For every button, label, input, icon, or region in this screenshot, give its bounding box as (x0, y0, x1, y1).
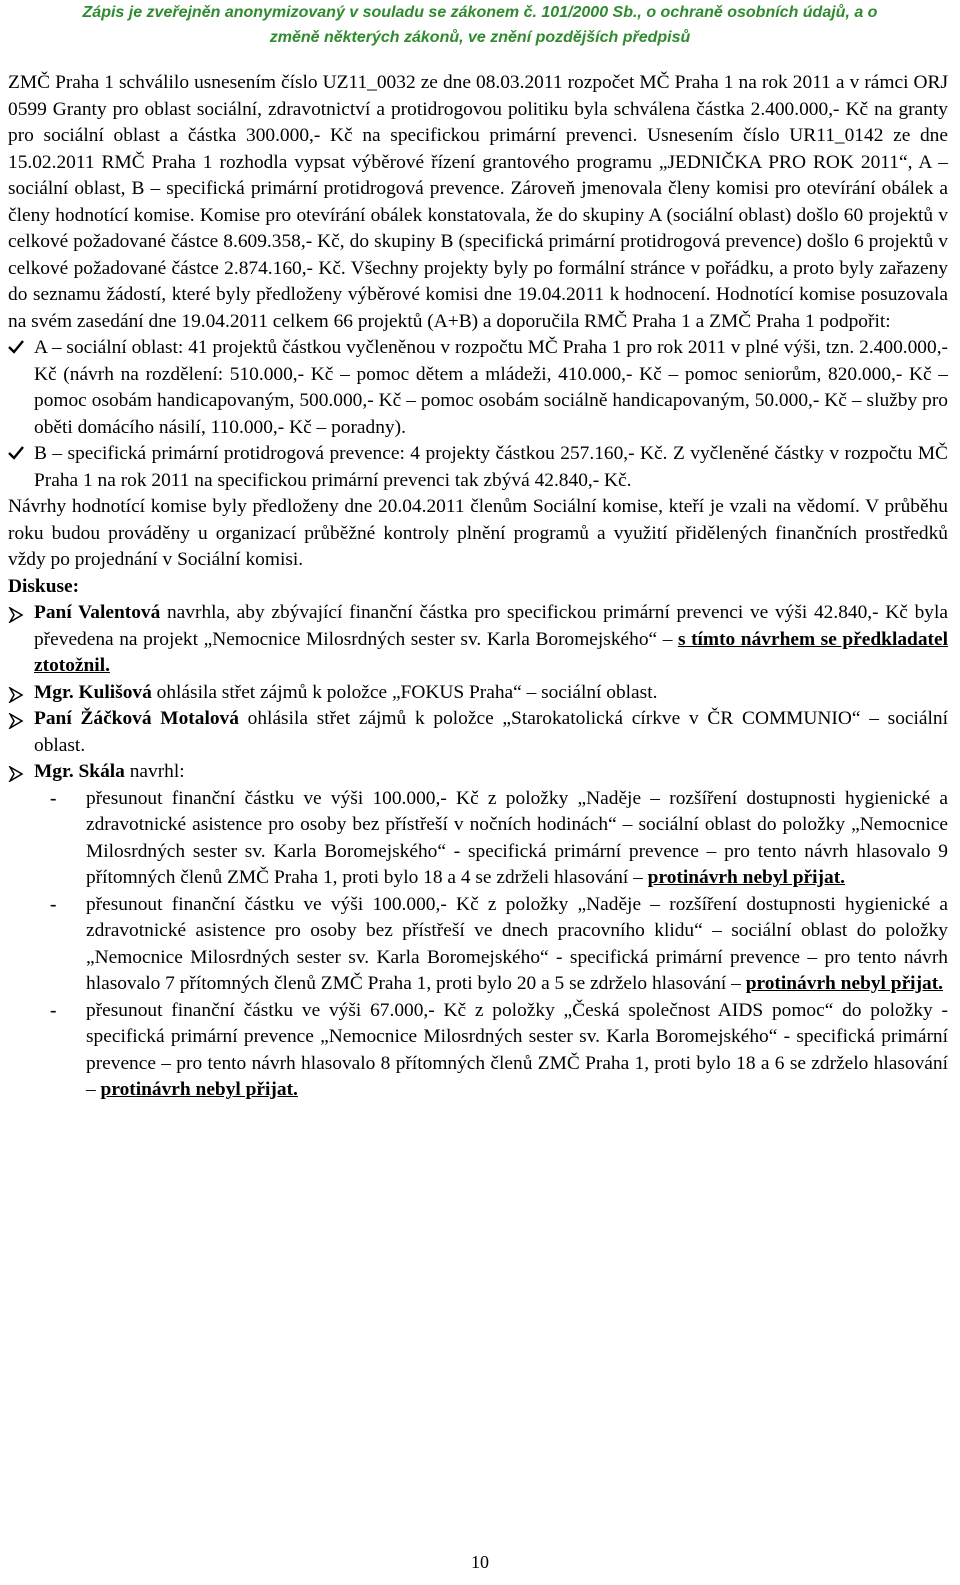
counterproposal-text: přesunout finanční částku ve výši 100.000,- Kč z položky „Naděje – rozšíření dostupnosti hygienické a zdravotnické asistence pro osoby bez přístřeší v nočních hodinách“ – sociální oblast do položky „Nemocnice Milosrdných sester sv. Karla Boromejského“ - specifická primární prevence – pro tento návrh hlasovalo 9 přítomných členů ZMČ Praha 1, proti bylo 18 a 4 se zdrželi hlasování – (86, 787, 948, 888)
proposals-paragraph: Návrhy hodnotící komise byly předloženy dne 20.04.2011 členům Sociální komise, kteří je vzali na vědomí. V průběhu roku budou prováděny u organizací průběžné kontroly plnění programů a využití přidělených finančních prostředků vždy po projednání v Sociální komisi. (8, 496, 948, 570)
speaker-text: navrhl: (124, 761, 185, 782)
counterproposal-result: protinávrh nebyl přijat. (745, 973, 944, 994)
arrow-bullet-icon (8, 682, 24, 703)
page-number: 10 (471, 1552, 489, 1572)
arrow-bullet-icon (8, 708, 24, 729)
document-body (8, 70, 948, 1104)
notice-line-1: Zápis je zveřejněn anonymizovaný v souladu se zákonem č. 101/2000 Sb., o ochraně osobních údajů, a o (82, 4, 878, 21)
speaker-conclusion: s tímto návrhem se předkladatel ztotožnil. (34, 628, 948, 676)
discussion-item-valentova (8, 600, 948, 680)
check-item-b (8, 441, 948, 494)
counterproposal-text: přesunout finanční částku ve výši 67.000,- Kč z položky „Česká společnost AIDS pomoc“ do položky - specifická primární prevence „Nemocnice Milosrdných sester sv. Karla Boromejského“ - specifická primární prevence – pro tento návrh hlasovalo 8 přítomných členů ZMČ Praha 1, proti bylo 18 a 6 se zdrželo hlasování – (86, 999, 948, 1100)
speaker-name: Paní Žáčková Motalová (34, 708, 239, 729)
discussion-item-kulisova (8, 680, 948, 707)
discussion-item-skala (8, 759, 948, 786)
speaker-name: Mgr. Kulišová (34, 681, 152, 703)
check-item-a (8, 335, 948, 441)
dash-marker: - (50, 787, 57, 809)
checkmark-icon (8, 441, 24, 460)
check-item-text: B – specifická primární protidrogová prevence: 4 projekty částkou 257.160,- Kč. Z vyčleněné částky v rozpočtu MČ Praha 1 na rok 2011 na specifickou primární prevenci tak zbývá 42.840,- Kč. (34, 443, 948, 491)
speaker-text: navrhla, aby zbývající finanční částka pro specifickou primární prevenci ve výši 42.840,- Kč byla převedena na projekt „Nemocnice Milosrdných sester sv. Karla Boromejského“ – (34, 602, 948, 650)
speaker-text: ohlásila střet zájmů k položce „FOKUS Praha“ – sociální oblast. (151, 681, 658, 703)
counterproposal-1 (8, 786, 948, 892)
intro-paragraph: ZMČ Praha 1 schválilo usnesením číslo UZ11_0032 ze dne 08.03.2011 rozpočet MČ Praha 1 na rok 2011 a v rámci ORJ 0599 Granty pro oblast sociální, zdravotnictví a protidrogovou politiku byla schválena částka 2.400.000,- Kč na granty pro sociální oblast a částka 300.000,- Kč na specifickou primární prevenci. Usnesením číslo UR11_0142 ze dne 15.02.2011 RMČ Praha 1 rozhodla vypsat výběrové řízení grantového programu „JEDNIČKA PRO ROK 2011“, A – sociální oblast, B – specifická primární protidrogová prevence. Zároveň jmenovala členy komisi pro otevírání obálek a členy hodnotící komise. Komise pro otevírání obálek konstatovala, že do skupiny A (sociální oblast) došlo 60 projektů v celkové požadované částce 8.609.358,- Kč, do skupiny B (specifická primární protidrogová prevence) došlo 6 projektů v celkové požadované částce 2.874.160,- Kč. Všechny projekty byly po formální stránce v pořádku, a proto byly zařazeny do seznamu žádostí, které byly předloženy výběrové komisi dne 19.04.2011 k hodnocení. Hodnotící komise posuzovala na svém zasedání dne 19.04.2011 celkem 66 projektů (A+B) a doporučila RMČ Praha 1 a ZMČ Praha 1 podpořit: (8, 72, 948, 332)
speaker-name: Mgr. Skála (34, 761, 125, 782)
discussion-heading: Diskuse: (8, 575, 80, 597)
arrow-bullet-icon (8, 602, 24, 623)
anonymization-notice (20, 0, 940, 50)
dash-marker: - (50, 893, 57, 915)
dash-marker: - (50, 999, 57, 1021)
discussion-item-zackova (8, 706, 948, 759)
counterproposal-2 (8, 892, 948, 998)
speaker-text: ohlásila střet zájmů k položce „Starokatolická církve v ČR COMMUNIO“ – sociální oblast. (34, 708, 948, 756)
check-item-text: A – sociální oblast: 41 projektů částkou vyčleněnou v rozpočtu MČ Praha 1 pro rok 2011 v plné výši, tzn. 2.400.000,- Kč (návrh na rozdělení: 510.000,- Kč – pomoc dětem a mládeži, 410.000,- Kč – pomoc seniorům, 820.000,- Kč – pomoc osobám handicapovaným, 500.000,- Kč – pomoc osobám sociálně handicapovaným, 50.000,- Kč – služby pro oběti domácího násilí, 110.000,- Kč – poradny). (34, 337, 948, 438)
speaker-name: Paní Valentová (34, 602, 161, 623)
arrow-bullet-icon (8, 761, 24, 782)
checkmark-icon (8, 335, 24, 354)
counterproposal-text: přesunout finanční částku ve výši 100.000,- Kč z položky „Naděje – rozšíření dostupnosti hygienické a zdravotnické asistence pro osoby bez přístřeší ve dnech pracovního klidu“ – sociální oblast do položky „Nemocnice Milosrdných sester sv. Karla Boromejského“ - specifická primární prevence – pro tento návrh hlasovalo 7 přítomných členů ZMČ Praha 1, proti bylo 20 a 5 se zdrželo hlasování – (86, 893, 948, 994)
counterproposal-result: protinávrh nebyl přijat. (647, 867, 846, 888)
notice-line-2: změně některých zákonů, ve znění pozdějších předpisů (269, 29, 691, 46)
counterproposal-3 (8, 998, 948, 1104)
counterproposal-result: protinávrh nebyl přijat. (100, 1079, 298, 1100)
